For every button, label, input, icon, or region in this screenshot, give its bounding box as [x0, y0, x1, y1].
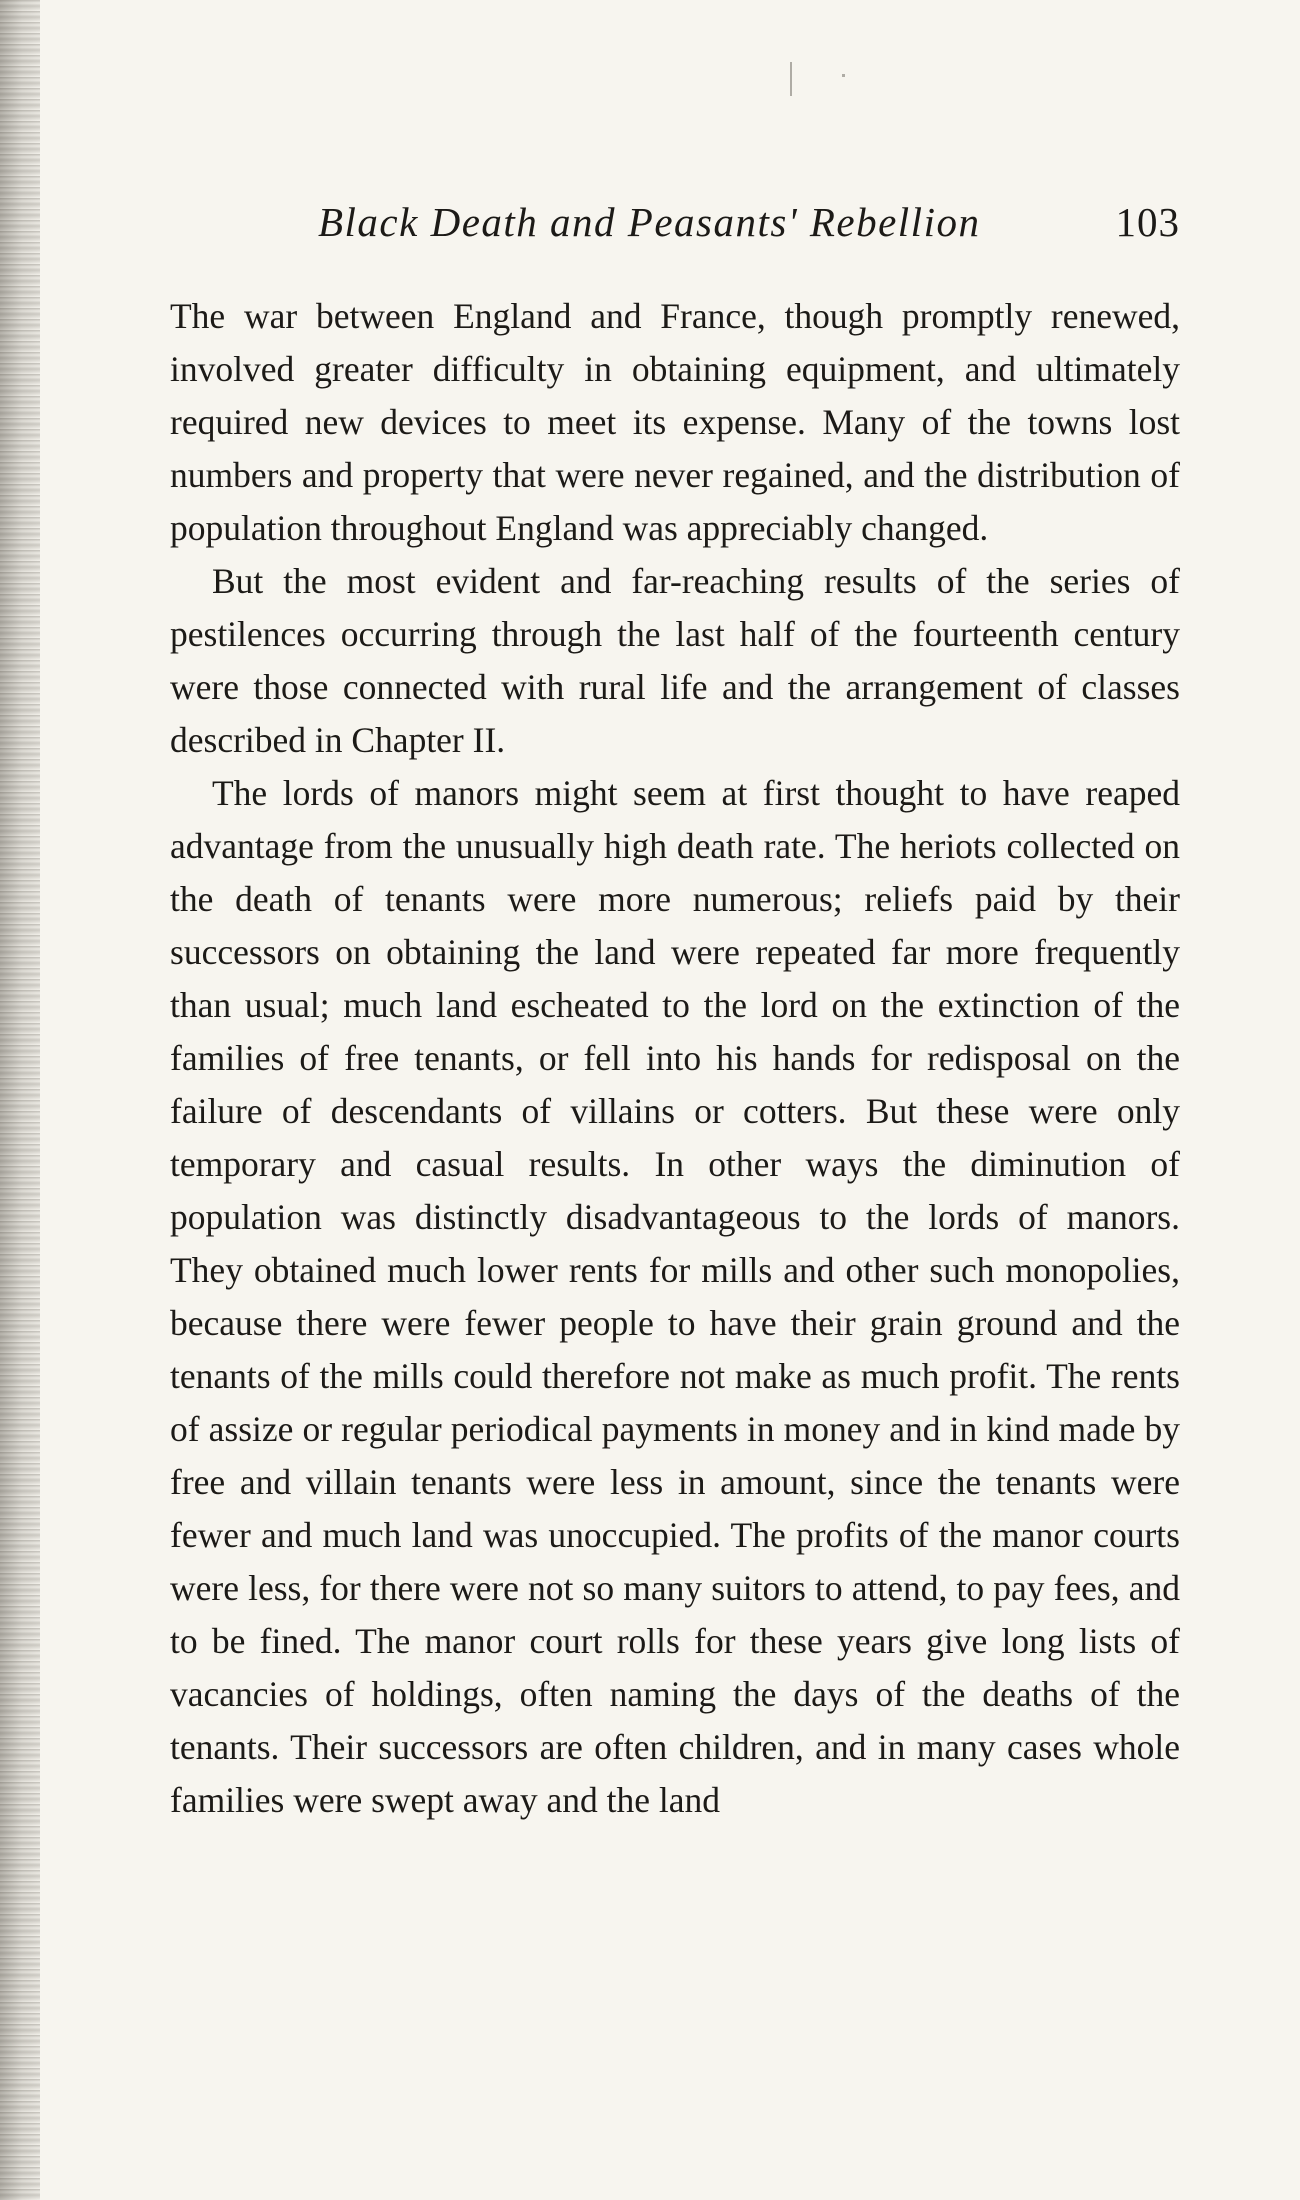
ink-speck — [842, 74, 845, 77]
running-head — [170, 198, 1180, 258]
body-text — [170, 290, 1180, 1827]
ink-speck — [790, 62, 792, 96]
paragraph: The war between England and France, though promptly renewed, involved greater difficulty in obtaining equipment, and ultimately required new devices to meet its expense. Many of the towns lost numbers and property that were never regained, and the distribution of population throughout England was appreciably changed. — [170, 296, 1180, 548]
paragraph: The lords of manors might seem at first thought to have reaped advantage from the unusually high death rate. The heriots collected on the death of tenants were more numerous; reliefs paid by their successors on obtaining the land were repeated far more frequently than usual; much land escheated to the lord on the extinction of the families of free tenants, or fell into his hands for redisposal on the failure of descendants of villains or cotters. But these were only temporary and casual results. In other ways the diminution of population was distinctly disadvantageous to the lords of manors. They obtained much lower rents for mills and other such monopolies, because there were fewer people to have their grain ground and the tenants of the mills could therefore not make as much profit. The rents of assize or regular periodical payments in money and in kind made by free and villain tenants were less in amount, since the tenants were fewer and much land was unoccupied. The profits of the manor courts were less, for there were not so many suitors to attend, to pay fees, and to be fined. The manor court rolls for these years give long lists of vacancies of holdings, often naming the days of the deaths of the tenants. Their successors are often children, and in many cases whole families were swept away and the land — [170, 773, 1180, 1820]
paragraph: But the most evident and far-reaching results of the series of pestilences occurring through the last half of the fourteenth century were those connected with rural life and the arrangement of classes described in Chapter II. — [170, 561, 1180, 760]
page-number: 103 — [1115, 199, 1180, 245]
running-title: Black Death and Peasants' Rebellion — [318, 199, 981, 245]
binding-gutter — [0, 0, 40, 2200]
